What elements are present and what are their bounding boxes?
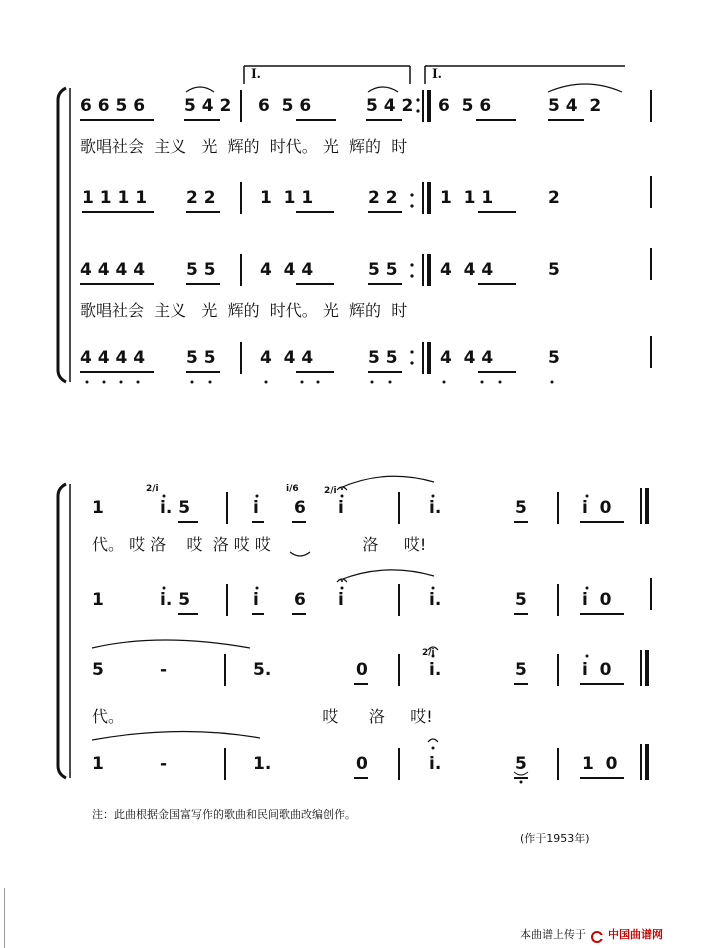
- note-group: i 0: [582, 660, 612, 680]
- note-group: i. 5: [160, 590, 191, 610]
- note: i.: [429, 590, 442, 610]
- note-group: 6 5 6: [258, 96, 312, 116]
- grace-note: 2/i: [422, 648, 435, 658]
- note-group: 4 4 4: [440, 348, 494, 368]
- note: 5.: [253, 660, 272, 680]
- note-group: 1 1 1: [440, 188, 494, 208]
- note-group: 4 4 4 4: [80, 260, 146, 280]
- note: 0: [356, 754, 368, 774]
- note: 5: [515, 498, 527, 518]
- note-group: 1 0: [582, 754, 618, 774]
- credit-prefix: 本曲谱上传于: [520, 928, 586, 941]
- note: i: [338, 590, 344, 610]
- note-group: 5 4 2: [366, 96, 414, 116]
- note-group: i 0: [582, 590, 612, 610]
- note: i: [338, 498, 344, 518]
- date-note: (作于1953年): [520, 832, 590, 845]
- note: -: [160, 754, 168, 774]
- note: i: [253, 498, 259, 518]
- note: 5: [92, 660, 104, 680]
- note: 6: [294, 498, 306, 518]
- lyrics-line: 歌唱社会 主义 光 辉的 时代。 光 辉的 时: [80, 301, 408, 320]
- note-group: 5 4 2: [184, 96, 232, 116]
- credit-site[interactable]: 中国曲谱网: [608, 928, 663, 941]
- note: 1: [92, 590, 104, 610]
- note: i.: [429, 498, 442, 518]
- note: 1: [92, 498, 104, 518]
- note-group: 5 5: [368, 260, 398, 280]
- credit-line: [520, 926, 663, 942]
- note-group: 6 6 5 6: [80, 96, 146, 116]
- note: 6: [294, 590, 306, 610]
- note-group: 5 5: [368, 348, 398, 368]
- note-group: 6 5 6: [438, 96, 492, 116]
- note: 1: [92, 754, 104, 774]
- note-group: 4 4 4 4: [80, 348, 146, 368]
- lyrics-line: 代。 哎 洛 哎 洛 哎 哎 洛 哎!: [92, 535, 427, 554]
- system-2: [0, 460, 710, 790]
- note-group: 5: [548, 260, 560, 280]
- site-logo-icon: [590, 928, 604, 940]
- note-group: 1 1 1 1: [82, 188, 148, 208]
- note: i.: [429, 754, 442, 774]
- note: i.: [429, 660, 442, 680]
- note: i: [253, 590, 259, 610]
- note-group: 4 4 4: [440, 260, 494, 280]
- note-group: i. 5: [160, 498, 191, 518]
- lyrics-line: 代。 哎 洛 哎!: [92, 707, 433, 726]
- note-group: 5 5: [186, 348, 216, 368]
- note: 5: [515, 754, 527, 774]
- note-group: 5 5: [186, 260, 216, 280]
- system-1: [0, 0, 710, 400]
- footnote: 注：此曲根据金国富写作的歌曲和民间歌曲改编创作。: [92, 808, 356, 821]
- grace-note: i/6: [286, 484, 299, 494]
- note: 0: [356, 660, 368, 680]
- note: -: [160, 660, 168, 680]
- note-group: 2: [548, 188, 560, 208]
- note-group: 1 1 1: [260, 188, 314, 208]
- volta-2-label: I.: [432, 66, 442, 82]
- note-group: i 0: [582, 498, 612, 518]
- volta-1-label: I.: [251, 66, 261, 82]
- grace-note: 2/i: [146, 484, 159, 494]
- note-group: 4 4 4: [260, 348, 314, 368]
- note-group: 2 2: [186, 188, 216, 208]
- page-edge: [4, 888, 5, 948]
- note-group: 4 4 4: [260, 260, 314, 280]
- lyrics-line: 歌唱社会 主义 光 辉的 时代。 光 辉的 时: [80, 137, 408, 156]
- note: 5: [515, 590, 527, 610]
- note-group: 5: [548, 348, 560, 368]
- note: 5: [515, 660, 527, 680]
- grace-note: 2/i: [324, 486, 337, 496]
- note: 1.: [253, 754, 272, 774]
- note-group: 2 2: [368, 188, 398, 208]
- note-group: 5 4 2: [548, 96, 602, 116]
